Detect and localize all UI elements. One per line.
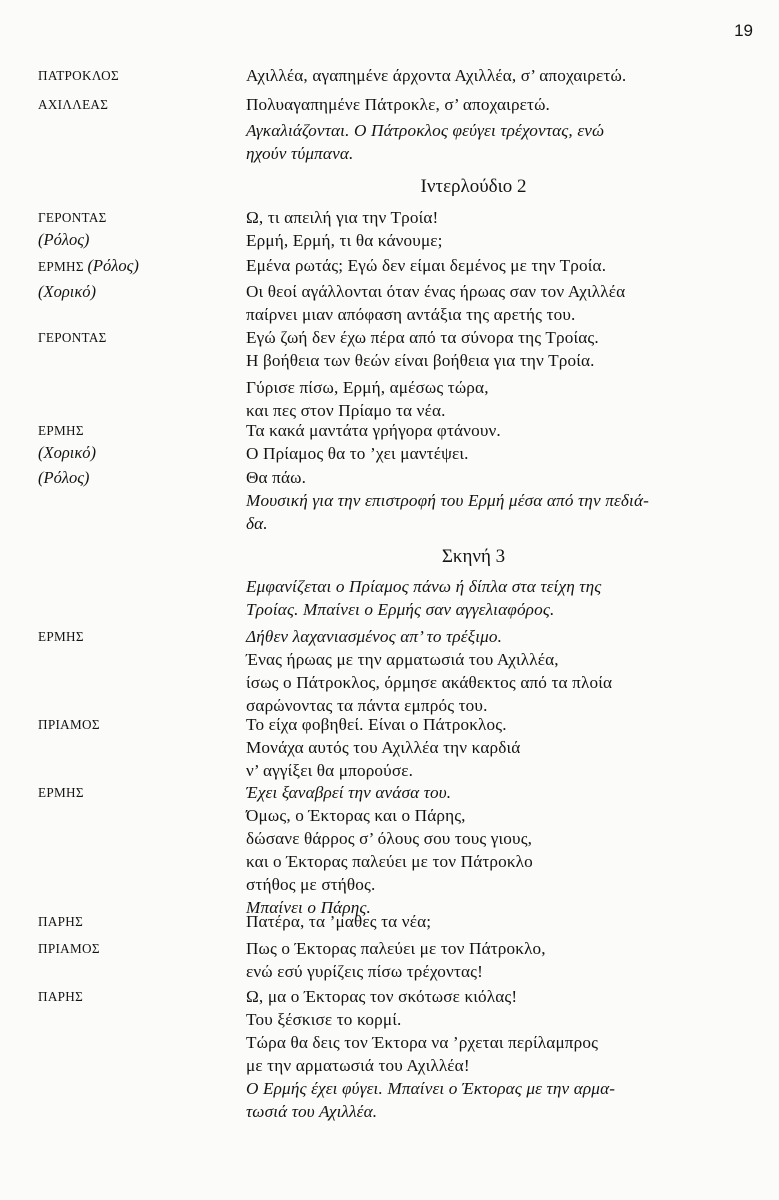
direction-line: Αγκαλιάζονται. Ο Πάτροκλος φεύγει τρέχοντας, ενώ xyxy=(246,121,605,140)
dialogue-line: με την αρματωσιά του Αχιλλέα! xyxy=(246,1056,470,1075)
dialogue-line: Ένας ήρωας με την αρματωσιά του Αχιλλέα, xyxy=(246,650,559,669)
speaker-name: ΕΡΜΗΣ xyxy=(38,785,84,800)
dialogue-text xyxy=(246,64,716,87)
direction-line: ηχούν τύμπανα. xyxy=(246,144,354,163)
dialogue-text xyxy=(246,254,716,277)
speaker-name: ΠΑΤΡΟΚΛΟΣ xyxy=(38,68,119,83)
dialogue-line: Η βοήθεια των θεών είναι βοήθεια για την Τροία. xyxy=(246,351,595,370)
dialogue-line: δώσανε θάρρος σ’ όλους σου τους γιους, xyxy=(246,829,533,848)
direction-line: δα. xyxy=(246,514,268,533)
dialogue-text xyxy=(246,419,716,465)
dialogue-line: Πατέρα, τα ’μαθες τα νέα; xyxy=(246,912,432,931)
direction-line: Μουσική για την επιστροφή του Ερμή μέσα από την πεδιά- xyxy=(246,491,650,510)
direction-line: Μπαίνει ο Πάρης. xyxy=(246,898,371,917)
dialogue-line: ενώ εσύ γυρίζεις πίσω τρέχοντας! xyxy=(246,962,483,981)
speaker-name: ΓΕΡΟΝΤΑΣ xyxy=(38,330,107,345)
dialogue-text xyxy=(246,206,716,252)
dialogue-line: Του ξέσκισε το κορμί. xyxy=(246,1010,402,1029)
direction-line: Ο Ερμής έχει φύγει. Μπαίνει ο Έκτορας με την αρμα- xyxy=(246,1079,616,1098)
speaker-role: (Χορικό) xyxy=(38,282,96,301)
dialogue-text xyxy=(246,93,716,116)
dialogue-line: Μονάχα αυτός του Αχιλλέα την καρδιά xyxy=(246,738,521,757)
speaker-name: ΠΡΙΑΜΟΣ xyxy=(38,941,100,956)
speaker-role: (Ρόλος) xyxy=(38,230,90,249)
page-number: 19 xyxy=(734,21,753,40)
dialogue-line: Το είχα φοβηθεί. Είναι ο Πάτροκλος. xyxy=(246,715,507,734)
dialogue-line: σαρώνοντας τα πάντα εμπρός του. xyxy=(246,696,488,715)
dialogue-line: Τα κακά μαντάτα γρήγορα φτάνουν. xyxy=(246,421,501,440)
speaker-name: ΠΡΙΑΜΟΣ xyxy=(38,717,100,732)
dialogue-line: ίσως ο Πάτροκλος, όρμησε ακάθεκτος από τα πλοία xyxy=(246,673,613,692)
section-heading: Σκηνή 3 xyxy=(441,546,506,567)
dialogue-line: Εμένα ρωτάς; Εγώ δεν είμαι δεμένος με την Τροία. xyxy=(246,256,607,275)
dialogue-line: Αχιλλέα, αγαπημένε άρχοντα Αχιλλέα, σ’ αποχαιρετώ. xyxy=(246,66,627,85)
speaker-name-text: ΕΡΜΗΣ xyxy=(38,259,84,274)
dialogue-line: Πολυαγαπημένε Πάτροκλε, σ’ αποχαιρετώ. xyxy=(246,95,551,114)
dialogue-line: Εγώ ζωή δεν έχω πέρα από τα σύνορα της Τροίας. xyxy=(246,328,599,347)
dialogue-text xyxy=(246,625,716,717)
dialogue-line: Οι θεοί αγάλλονται όταν ένας ήρωας σαν τον Αχιλλέα xyxy=(246,282,626,301)
dialogue-line: Ο Πρίαμος θα το ’χει μαντέψει. xyxy=(246,444,469,463)
direction-line: Τροίας. Μπαίνει ο Ερμής σαν αγγελιαφόρος. xyxy=(246,600,555,619)
direction-line: τωσιά του Αχιλλέα. xyxy=(246,1102,378,1121)
direction-line: Εμφανίζεται ο Πρίαμος πάνω ή δίπλα στα τείχη της xyxy=(246,577,602,596)
speaker-name xyxy=(38,254,238,278)
speaker-role: (Ρόλος) xyxy=(87,256,139,275)
dialogue-line: Θα πάω. xyxy=(246,468,307,487)
dialogue-text xyxy=(246,280,716,326)
dialogue-line: Ω, τι απειλή για την Τροία! xyxy=(246,208,439,227)
dialogue-text xyxy=(246,781,716,919)
dialogue-text xyxy=(246,985,716,1123)
speaker-name: ΓΕΡΟΝΤΑΣ xyxy=(38,210,107,225)
section-heading: Ιντερλούδιο 2 xyxy=(420,176,527,197)
speaker-role: (Ρόλος) xyxy=(38,468,90,487)
dialogue-line: στήθος με στήθος. xyxy=(246,875,376,894)
dialogue-line: Όμως, ο Έκτορας και ο Πάρης, xyxy=(246,806,466,825)
dialogue-line: Τώρα θα δεις τον Έκτορα να ’ρχεται περίλαμπρος xyxy=(246,1033,599,1052)
dialogue-line: ν’ αγγίξει θα μπορούσε. xyxy=(246,761,414,780)
dialogue-line: και ο Έκτορας παλεύει με τον Πάτροκλο xyxy=(246,852,533,871)
dialogue-text xyxy=(246,910,716,933)
speaker-name: ΠΑΡΗΣ xyxy=(38,989,84,1004)
dialogue-line: παίρνει μιαν απόφαση αντάξια της αρετής του. xyxy=(246,305,576,324)
speaker-role: (Χορικό) xyxy=(38,443,96,462)
dialogue-text xyxy=(246,937,716,983)
dialogue-line: Γύρισε πίσω, Ερμή, αμέσως τώρα, xyxy=(246,378,489,397)
direction-line: Δήθεν λαχανιασμένος απ’ το τρέξιμο. xyxy=(246,627,503,646)
dialogue-line: Πως ο Έκτορας παλεύει με τον Πάτροκλο, xyxy=(246,939,546,958)
dialogue-line: Ερμή, Ερμή, τι θα κάνουμε; xyxy=(246,231,443,250)
speaker-name: ΕΡΜΗΣ xyxy=(38,629,84,644)
speaker-name: ΕΡΜΗΣ xyxy=(38,423,84,438)
dialogue-text xyxy=(246,713,716,782)
direction-line: Έχει ξαναβρεί την ανάσα του. xyxy=(246,783,452,802)
dialogue-line: Ω, μα ο Έκτορας τον σκότωσε κιόλας! xyxy=(246,987,518,1006)
dialogue-line: και πες στον Πρίαμο τα νέα. xyxy=(246,401,446,420)
dialogue-text xyxy=(246,326,716,422)
dialogue-text xyxy=(246,466,716,535)
speaker-name: ΠΑΡΗΣ xyxy=(38,914,84,929)
speaker-name: ΑΧΙΛΛΕΑΣ xyxy=(38,97,109,112)
